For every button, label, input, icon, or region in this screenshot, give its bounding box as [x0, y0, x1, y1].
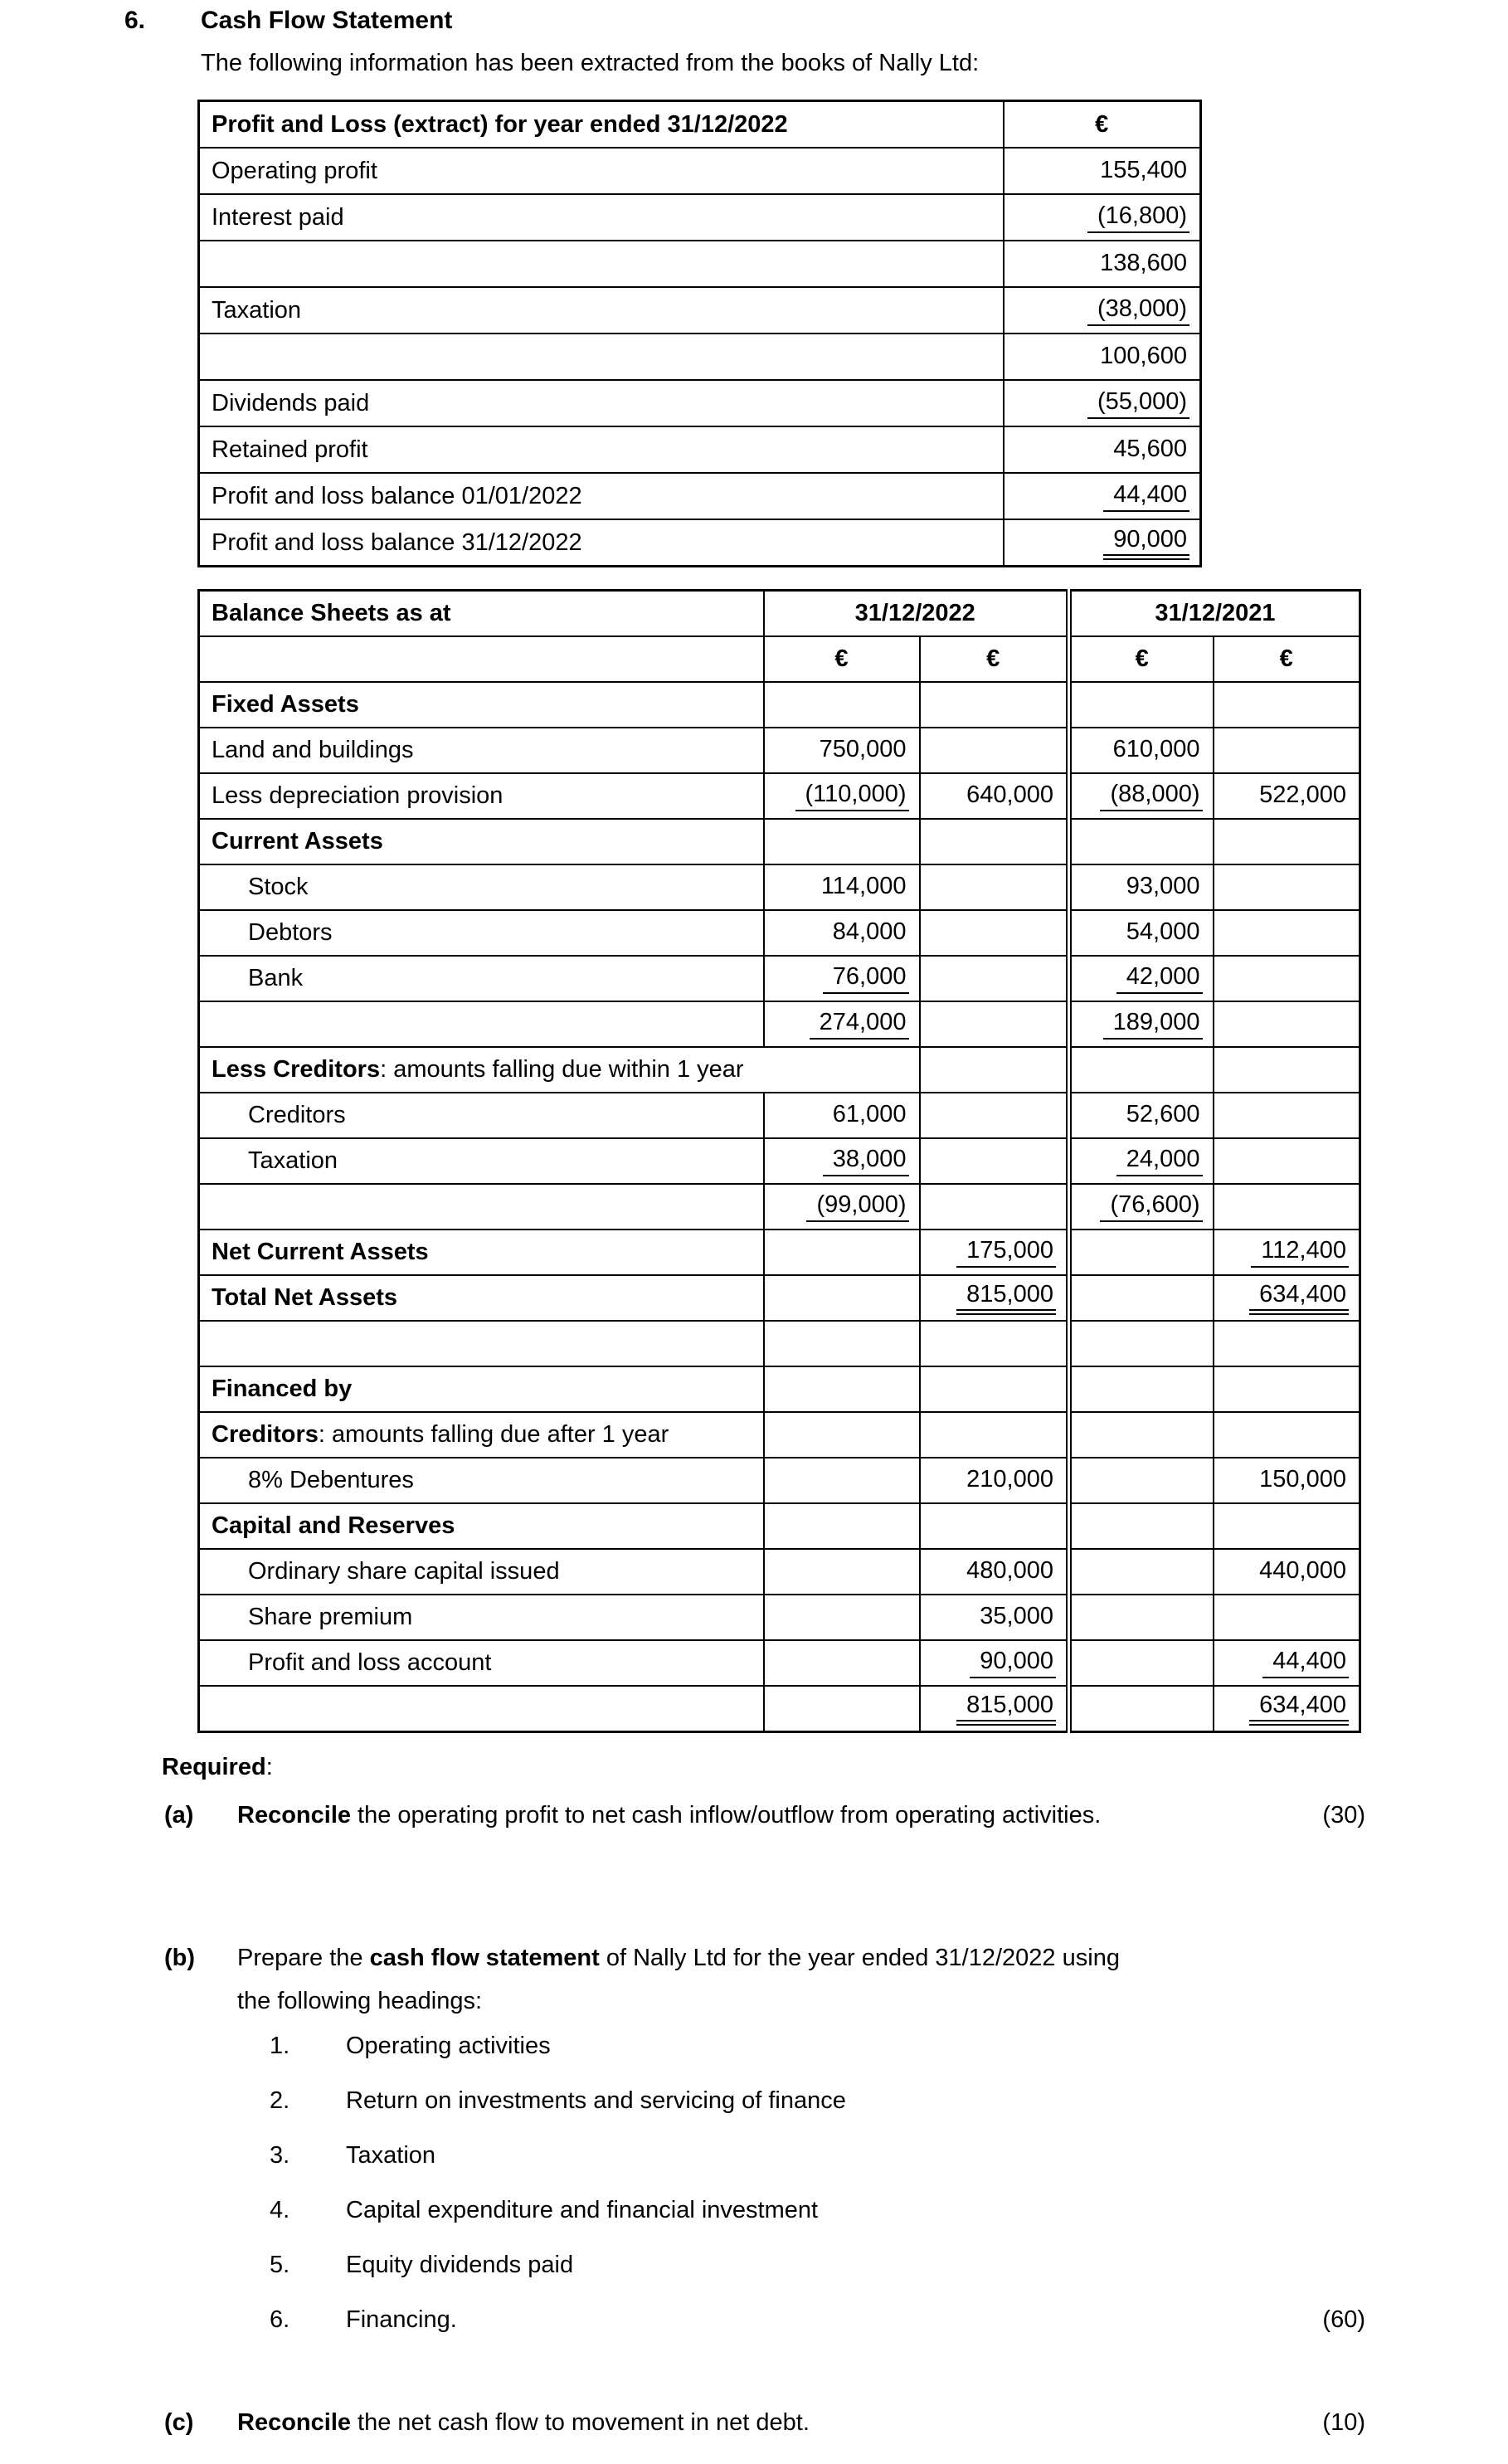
pl-label-cell: Retained profit	[199, 426, 1004, 473]
amount-value: 42,000	[1116, 963, 1203, 994]
amount-value: 189,000	[1103, 1009, 1203, 1040]
amount-value: 210,000	[966, 1466, 1053, 1493]
bs-label-cell	[199, 1321, 764, 1366]
pl-table-row	[199, 473, 1201, 519]
bs-table-row	[199, 1230, 1360, 1275]
part-b-marker: (b)	[164, 1945, 196, 1971]
bs-value-cell	[1214, 1321, 1360, 1366]
pl-header-currency: €	[1004, 101, 1201, 149]
bs-value-cell	[1069, 1138, 1214, 1184]
amount-value: (99,000)	[806, 1191, 908, 1222]
bs-currency-symbol: €	[1214, 636, 1360, 682]
bs-value-cell	[1069, 1321, 1214, 1366]
amount-value: 522,000	[1259, 782, 1346, 808]
amount-value: 52,600	[1126, 1101, 1200, 1127]
part-c-marker: (c)	[164, 2409, 194, 2436]
part-b-bold: cash flow statement	[369, 1945, 600, 1971]
bs-value-cell	[764, 1412, 920, 1458]
bs-value-cell	[1214, 1686, 1360, 1732]
list-item	[270, 2087, 1365, 2115]
bs-value-cell	[920, 728, 1069, 773]
amount-value: 150,000	[1259, 1466, 1346, 1493]
bs-value-cell	[1069, 956, 1214, 1001]
bs-label-cell: Profit and loss account	[199, 1640, 764, 1686]
bs-value-cell	[920, 1184, 1069, 1230]
bs-label-cell	[199, 1184, 764, 1230]
bs-label-cell	[199, 1275, 764, 1321]
bs-label-cell	[199, 1230, 764, 1275]
bs-value-cell	[1069, 910, 1214, 956]
pl-table-row	[199, 380, 1201, 426]
amount-value: (88,000)	[1100, 781, 1202, 811]
pl-label-cell: Operating profit	[199, 148, 1004, 194]
amount-value: (76,600)	[1100, 1191, 1202, 1222]
bs-value-cell	[1214, 1503, 1360, 1549]
bs-currency-symbol: €	[920, 636, 1069, 682]
bs-value-cell	[764, 1001, 920, 1047]
bs-value-cell	[764, 682, 920, 728]
bs-table-row	[199, 1275, 1360, 1321]
bs-label-cell: Taxation	[199, 1138, 764, 1184]
pl-table-row	[199, 519, 1201, 567]
part-b-pre: Prepare the	[237, 1945, 370, 1971]
bs-value-cell	[1214, 956, 1360, 1001]
bs-value-cell	[1069, 1001, 1214, 1047]
bs-header-row	[199, 591, 1360, 637]
bs-value-cell	[1214, 1275, 1360, 1321]
pl-label-cell: Profit and loss balance 01/01/2022	[199, 473, 1004, 519]
bs-value-cell	[920, 1138, 1069, 1184]
bs-value-cell	[764, 728, 920, 773]
bs-label-bold: Net Current Assets	[212, 1239, 429, 1265]
amount-value: 640,000	[966, 782, 1053, 808]
bs-value-cell	[1214, 1230, 1360, 1275]
bs-label-cell: Stock	[199, 864, 764, 910]
amount-value: (38,000)	[1087, 295, 1189, 326]
amount-value: 84,000	[832, 918, 907, 945]
bs-table-row	[199, 1001, 1360, 1047]
bs-value-cell	[1069, 864, 1214, 910]
pl-table-row	[199, 194, 1201, 241]
bs-currency-symbol: €	[1069, 636, 1214, 682]
balance-sheet-table	[197, 589, 1361, 1733]
pl-table-body	[199, 148, 1201, 567]
list-item-text: Return on investments and servicing of finance	[346, 2087, 846, 2114]
bs-value-cell	[764, 864, 920, 910]
bs-currency-blank	[199, 636, 764, 682]
bs-value-cell	[920, 956, 1069, 1001]
part-c	[164, 2409, 1365, 2437]
bs-value-cell	[1214, 1138, 1360, 1184]
amount-value: 610,000	[1112, 736, 1200, 762]
bs-value-cell	[920, 1275, 1069, 1321]
pl-value-cell	[1004, 241, 1201, 287]
bs-table-row	[199, 773, 1360, 819]
pl-label-cell: Interest paid	[199, 194, 1004, 241]
bs-value-cell	[764, 1549, 920, 1595]
amount-value: 480,000	[966, 1557, 1053, 1584]
bs-value-cell	[920, 1230, 1069, 1275]
bs-label-cell: Debtors	[199, 910, 764, 956]
bs-label-bold: Fixed Assets	[212, 691, 359, 718]
bs-label-bold: Less Creditors	[212, 1056, 381, 1083]
pl-table-row	[199, 334, 1201, 380]
bs-header-label: Balance Sheets as at	[199, 591, 764, 637]
list-item-text: Taxation	[346, 2142, 436, 2169]
list-item-text: Capital expenditure and financial investment	[346, 2197, 819, 2223]
amount-value: (16,800)	[1087, 202, 1189, 233]
pl-label-cell: Dividends paid	[199, 380, 1004, 426]
bs-value-cell	[1069, 1093, 1214, 1138]
bs-value-cell	[920, 864, 1069, 910]
bs-value-cell	[1214, 1184, 1360, 1230]
bs-value-cell	[764, 1230, 920, 1275]
required-heading	[162, 1752, 273, 1782]
pl-value-cell	[1004, 287, 1201, 334]
amount-value: 100,600	[1100, 342, 1187, 369]
bs-label-bold: Total Net Assets	[212, 1284, 397, 1311]
bs-label-bold: Creditors	[212, 1421, 319, 1448]
list-item	[270, 2306, 1365, 2334]
bs-value-cell	[1214, 1047, 1360, 1093]
bs-value-cell	[1214, 1412, 1360, 1458]
bs-value-cell	[1214, 819, 1360, 864]
bs-table-row	[199, 864, 1360, 910]
required-heading-word: Required	[162, 1754, 266, 1780]
amount-value: 90,000	[970, 1648, 1056, 1678]
bs-table-row	[199, 1184, 1360, 1230]
bs-value-cell	[764, 1595, 920, 1640]
bs-label-bold: Financed by	[212, 1376, 353, 1402]
bs-value-cell	[920, 773, 1069, 819]
amount-value: (55,000)	[1087, 388, 1189, 419]
bs-table-row	[199, 819, 1360, 864]
list-item-text: Equity dividends paid	[346, 2252, 574, 2278]
bs-value-cell	[1214, 728, 1360, 773]
amount-value: 815,000	[956, 1281, 1056, 1315]
list-item	[270, 2252, 1365, 2279]
list-item	[270, 2033, 1365, 2060]
amount-value: 44,400	[1262, 1648, 1349, 1678]
list-item-number: 6.	[270, 2306, 290, 2333]
bs-value-cell	[920, 1001, 1069, 1047]
bs-value-cell	[1069, 1549, 1214, 1595]
bs-value-cell	[1069, 1640, 1214, 1686]
pl-label-cell: Taxation	[199, 287, 1004, 334]
list-item-number: 5.	[270, 2252, 290, 2278]
bs-value-cell	[764, 819, 920, 864]
bs-value-cell	[920, 819, 1069, 864]
part-a-bold: Reconcile	[237, 1802, 351, 1829]
pl-label-cell	[199, 334, 1004, 380]
amount-value: 24,000	[1116, 1146, 1203, 1176]
bs-table-row	[199, 1138, 1360, 1184]
pl-value-cell	[1004, 148, 1201, 194]
bs-value-cell	[1214, 910, 1360, 956]
bs-value-cell	[1069, 1047, 1214, 1093]
bs-table-row	[199, 1047, 1360, 1093]
bs-label-cell: Less Creditors: amounts falling due within 1 year	[199, 1047, 920, 1093]
pl-header-label: Profit and Loss (extract) for year ended 31/12/2022	[199, 101, 1004, 149]
amount-value: 61,000	[832, 1101, 907, 1127]
pl-label-cell	[199, 241, 1004, 287]
bs-value-cell	[1069, 773, 1214, 819]
bs-table-row	[199, 1595, 1360, 1640]
bs-value-cell	[1214, 864, 1360, 910]
list-item	[270, 2142, 1365, 2169]
bs-header-year-2022: 31/12/2022	[764, 591, 1069, 637]
bs-value-cell	[1069, 1275, 1214, 1321]
bs-table-row	[199, 1412, 1360, 1458]
list-item-text: Financing.	[346, 2306, 457, 2333]
bs-table-row	[199, 1321, 1360, 1366]
list-item-number: 4.	[270, 2197, 290, 2223]
bs-value-cell	[920, 1321, 1069, 1366]
bs-value-cell	[1069, 1503, 1214, 1549]
amount-value: 155,400	[1100, 156, 1187, 183]
bs-label-cell: Land and buildings	[199, 728, 764, 773]
amount-value: 815,000	[956, 1692, 1056, 1726]
intro-text: The following information has been extracted from the books of Nally Ltd:	[201, 50, 980, 76]
bs-currency-row	[199, 636, 1360, 682]
amount-value: 90,000	[1103, 526, 1189, 560]
bs-value-cell	[764, 1321, 920, 1366]
bs-value-cell	[764, 1686, 920, 1732]
bs-value-cell	[920, 1412, 1069, 1458]
bs-value-cell	[764, 1093, 920, 1138]
amount-value: 35,000	[980, 1603, 1053, 1629]
bs-value-cell	[1214, 1640, 1360, 1686]
bs-value-cell	[920, 1549, 1069, 1595]
bs-table-body	[199, 682, 1360, 1732]
bs-label-cell: Bank	[199, 956, 764, 1001]
pl-table-row	[199, 241, 1201, 287]
bs-value-cell	[1214, 1595, 1360, 1640]
bs-table-row	[199, 956, 1360, 1001]
amount-value: 138,600	[1100, 249, 1187, 276]
bs-table-row	[199, 728, 1360, 773]
bs-label-bold: Current Assets	[212, 828, 383, 855]
list-item-text: Operating activities	[346, 2033, 551, 2059]
bs-value-cell	[764, 1275, 920, 1321]
bs-value-cell	[920, 1093, 1069, 1138]
amount-value: (110,000)	[795, 781, 909, 811]
pl-label-cell: Profit and loss balance 31/12/2022	[199, 519, 1004, 567]
bs-label-bold: Capital and Reserves	[212, 1512, 455, 1539]
bs-label-cell: Creditors	[199, 1093, 764, 1138]
bs-table-row	[199, 1093, 1360, 1138]
bs-value-cell	[764, 1640, 920, 1686]
pl-value-cell	[1004, 426, 1201, 473]
bs-label-cell: 8% Debentures	[199, 1458, 764, 1503]
profit-and-loss-table	[197, 100, 1202, 567]
bs-header-year-2021: 31/12/2021	[1069, 591, 1360, 637]
pl-value-cell	[1004, 194, 1201, 241]
part-c-text: the net cash flow to movement in net debt.	[351, 2409, 810, 2436]
amount-value: 38,000	[823, 1146, 909, 1176]
pl-value-cell	[1004, 519, 1201, 567]
bs-value-cell	[1069, 728, 1214, 773]
amount-value: 112,400	[1251, 1237, 1349, 1268]
pl-header-row	[199, 101, 1201, 149]
bs-value-cell	[920, 910, 1069, 956]
bs-label-cell: Share premium	[199, 1595, 764, 1640]
bs-value-cell	[920, 1458, 1069, 1503]
bs-value-cell	[764, 1138, 920, 1184]
bs-table-row	[199, 910, 1360, 956]
part-b-line2: the following headings:	[237, 1988, 483, 2014]
bs-label-cell: Creditors: amounts falling due after 1 year	[199, 1412, 764, 1458]
amount-value: 274,000	[810, 1009, 909, 1040]
bs-value-cell	[1069, 1412, 1214, 1458]
bs-value-cell	[1069, 1366, 1214, 1412]
amount-value: 54,000	[1126, 918, 1200, 945]
amount-value: 93,000	[1126, 873, 1200, 899]
bs-label-cell	[199, 682, 764, 728]
bs-value-cell	[1214, 1549, 1360, 1595]
bs-value-cell	[1069, 682, 1214, 728]
bs-value-cell	[920, 1503, 1069, 1549]
bs-value-cell	[764, 1184, 920, 1230]
part-b-marks: (60)	[1322, 2306, 1365, 2333]
pl-table-row	[199, 148, 1201, 194]
bs-value-cell	[1214, 1458, 1360, 1503]
page-title: Cash Flow Statement	[201, 7, 453, 34]
bs-label-cell	[199, 1001, 764, 1047]
amount-value: 45,600	[1113, 435, 1187, 462]
bs-table-row	[199, 1458, 1360, 1503]
bs-currency-symbol: €	[764, 636, 920, 682]
question-number: 6.	[124, 7, 146, 34]
bs-value-cell	[920, 1366, 1069, 1412]
bs-value-cell	[764, 1458, 920, 1503]
bs-value-cell	[1214, 773, 1360, 819]
bs-label-cell: Less depreciation provision	[199, 773, 764, 819]
amount-value: 440,000	[1259, 1557, 1346, 1584]
bs-value-cell	[764, 910, 920, 956]
bs-value-cell	[764, 956, 920, 1001]
bs-value-cell	[1214, 1366, 1360, 1412]
part-c-bold: Reconcile	[237, 2409, 351, 2436]
part-a	[164, 1802, 1365, 1829]
bs-value-cell	[920, 1595, 1069, 1640]
list-item-number: 3.	[270, 2142, 290, 2169]
bs-value-cell	[1069, 1184, 1214, 1230]
bs-value-cell	[764, 1503, 920, 1549]
amount-value: 634,400	[1249, 1281, 1349, 1315]
bs-table-row	[199, 1686, 1360, 1732]
bs-table-row	[199, 1503, 1360, 1549]
bs-value-cell	[1069, 1595, 1214, 1640]
pl-value-cell	[1004, 334, 1201, 380]
bs-value-cell	[1214, 1001, 1360, 1047]
bs-value-cell	[1214, 682, 1360, 728]
bs-table-row	[199, 1549, 1360, 1595]
bs-value-cell	[764, 1366, 920, 1412]
bs-label-cell	[199, 1366, 764, 1412]
amount-value: 114,000	[820, 873, 907, 899]
bs-value-cell	[1069, 1458, 1214, 1503]
list-item-number: 2.	[270, 2087, 290, 2114]
part-c-marks: (10)	[1322, 2409, 1365, 2436]
bs-value-cell	[920, 1640, 1069, 1686]
bs-label-cell	[199, 1503, 764, 1549]
list-item	[270, 2197, 1365, 2224]
part-a-marker: (a)	[164, 1802, 194, 1829]
bs-value-cell	[1069, 819, 1214, 864]
amount-value: 175,000	[956, 1237, 1056, 1268]
pl-table-row	[199, 426, 1201, 473]
bs-value-cell	[1069, 1686, 1214, 1732]
pl-value-cell	[1004, 380, 1201, 426]
bs-value-cell	[764, 773, 920, 819]
bs-value-cell	[1214, 1093, 1360, 1138]
bs-table-row	[199, 1366, 1360, 1412]
part-a-text: the operating profit to net cash inflow/outflow from operating activities.	[351, 1802, 1102, 1829]
bs-label-cell	[199, 819, 764, 864]
bs-value-cell	[920, 1686, 1069, 1732]
bs-value-cell	[920, 1047, 1069, 1093]
amount-value: 750,000	[819, 736, 907, 762]
pl-table-row	[199, 287, 1201, 334]
bs-table-row	[199, 682, 1360, 728]
pl-value-cell	[1004, 473, 1201, 519]
amount-value: 634,400	[1249, 1692, 1349, 1726]
required-heading-colon: :	[265, 1754, 273, 1780]
list-item-number: 1.	[270, 2033, 290, 2059]
part-b-post: of Nally Ltd for the year ended 31/12/2022 using	[599, 1945, 1120, 1971]
bs-label-cell: Ordinary share capital issued	[199, 1549, 764, 1595]
amount-value: 44,400	[1103, 481, 1189, 512]
bs-table-row	[199, 1640, 1360, 1686]
bs-label-cell	[199, 1686, 764, 1732]
part-a-marks: (30)	[1322, 1802, 1365, 1829]
amount-value: 76,000	[823, 963, 909, 994]
bs-value-cell	[920, 682, 1069, 728]
bs-value-cell	[1069, 1230, 1214, 1275]
part-b	[164, 1936, 1365, 2023]
